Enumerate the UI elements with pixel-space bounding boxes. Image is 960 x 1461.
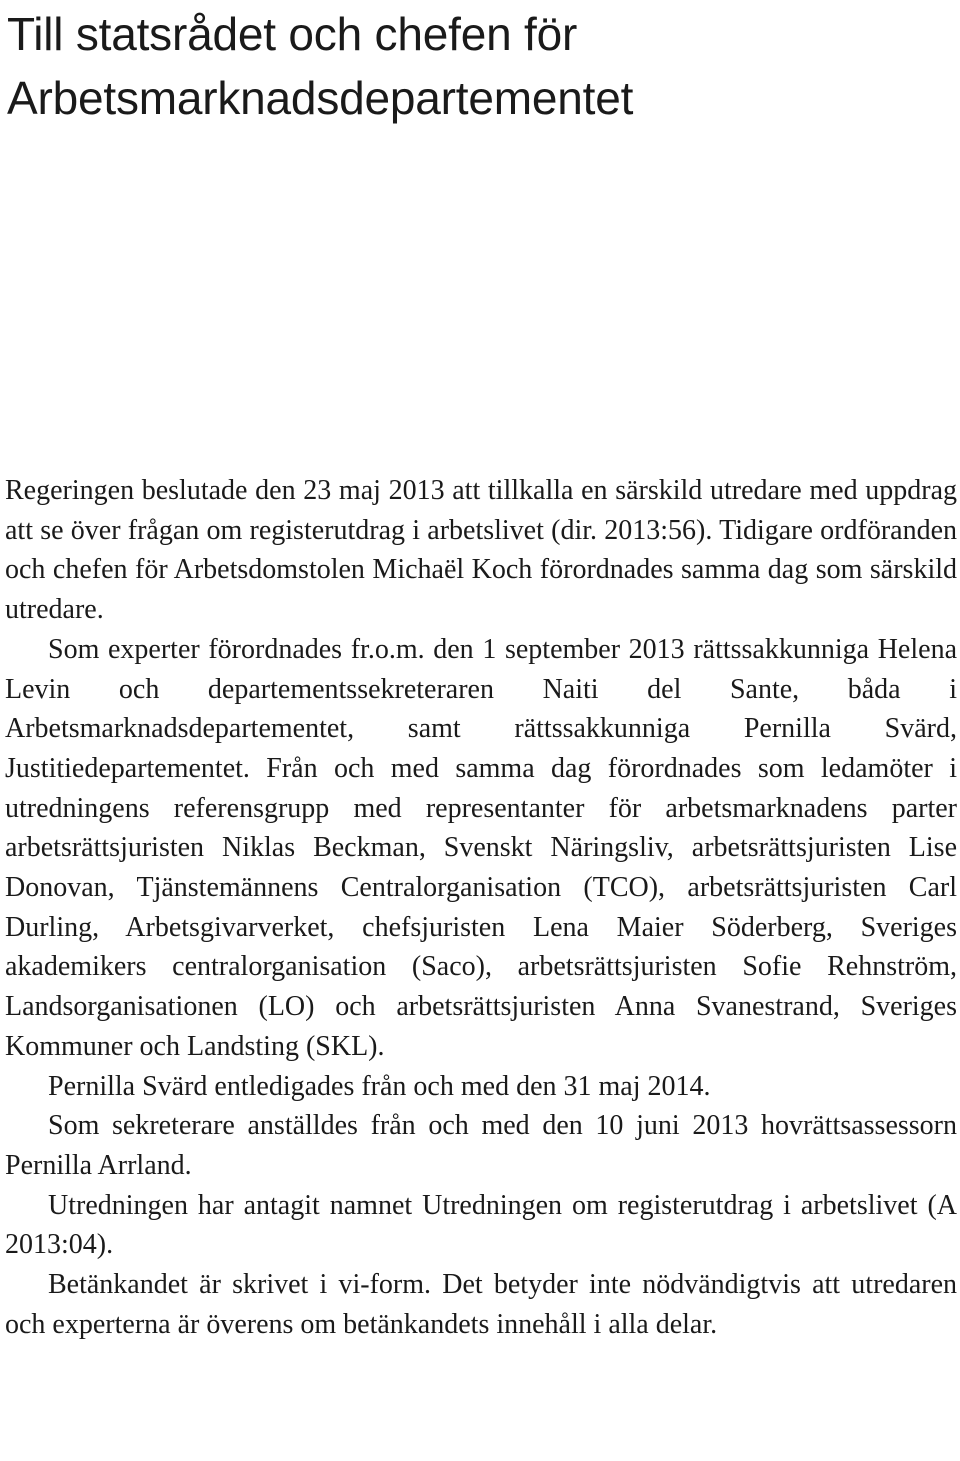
paragraph-name: Utredningen har antagit namnet Utredningen om registerutdrag i arbetslivet (A 2013:04). <box>5 1189 957 1261</box>
paragraph-dismissal: Pernilla Svärd entledigades från och med den 31 maj 2014. <box>48 1070 711 1102</box>
body-text <box>5 471 957 1344</box>
paragraph-experts: Som experter förordnades fr.o.m. den 1 september 2013 rättssakkunniga Helena Levin och departementssekreteraren Naiti del Sante, båda i Arbetsmarknadsdepartementet, samt rättssakkunniga Pernilla Svärd, Justitiedepartementet. Från och med samma dag förordnades som ledamöter i utredningens referensgrupp med representanter för arbetsmarknadens parter arbetsrättsjuristen Niklas Beckman, Svenskt Näringsliv, arbetsrättsjuristen Lise Donovan, Tjänstemännens Centralorganisation (TCO), arbetsrättsjuristen Carl Durling, Arbetsgivarverket, chefsjuristen Lena Maier Söderberg, Sveriges akademikers centralorganisation (Saco), arbetsrättsjuristen Sofie Rehnström, Landsorganisationen (LO) och arbetsrättsjuristen Anna Svanestrand, Sveriges Kommuner och Landsting (SKL). <box>5 633 957 1062</box>
page-title: Till statsrådet och chefen för Arbetsmarknadsdepartementet <box>7 8 634 124</box>
paragraph-appointment: Regeringen beslutade den 23 maj 2013 att tillkalla en särskild utredare med uppdrag att se över frågan om registerutdrag i arbetslivet (dir. 2013:56). Tidigare ordföranden och chefen för Arbetsdomstolen Michaël Koch förordnades samma dag som särskild utredare. <box>5 475 957 626</box>
paragraph-secretary: Som sekreterare anställdes från och med den 10 juni 2013 hovrättsassessorn Pernilla Arrland. <box>5 1110 957 1181</box>
paragraph-we-form: Betänkandet är skrivet i vi-form. Det betyder inte nödvändigtvis att utredaren och experterna är överens om betänkandets innehåll i alla delar. <box>5 1269 957 1340</box>
